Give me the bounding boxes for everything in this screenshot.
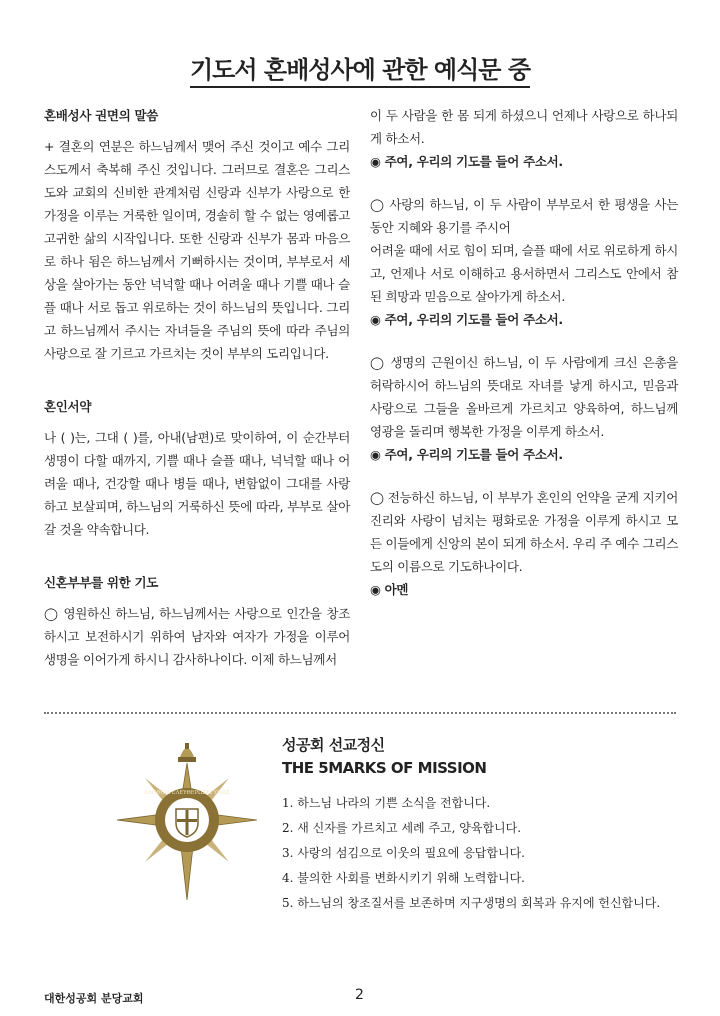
compass-rose-emblem [112, 735, 262, 905]
list-item: 3. 사랑의 섬김으로 이웃의 필요에 응답합니다. [282, 846, 525, 860]
prayer-3: ◯ 생명의 근원이신 하느님, 이 두 사람에게 크신 은총을 허락하시어 하느님의 뜻대로 자녀를 낳게 하시고, 믿음과 사랑으로 그들을 올바르게 가르치고 양육하여, 하느님께 영광을 돌리며 행복한 가정을 이루게 하소서. [370, 355, 678, 439]
page-number: 2 [355, 987, 364, 1003]
shield-cross-icon [176, 809, 198, 837]
right-column [370, 104, 678, 601]
vows-text: 나 ( )는, 그대 ( )를, 아내(남편)로 맞이하여, 이 순간부터 생명이 다할 때까지, 기쁠 때나 슬플 때나, 넉넉할 때나 어려울 때나, 건강할 때나 병들 때나, 변함없이 그대를 사랑하고 보살피며, 하느님의 거룩하신 뜻에 따라, 부부로 살아 갈 것을 약속합니다. [44, 430, 350, 537]
section-heading-prayer: 신혼부부를 위한 기도 [44, 575, 159, 590]
section-heading-vows: 혼인서약 [44, 399, 92, 414]
prayer-continued: 이 두 사람을 한 몸 되게 하셨으니 언제나 사랑으로 하나되게 하소서. [370, 108, 678, 146]
mission-heading-ko: 성공회 선교정신 [282, 736, 385, 754]
page-title [0, 50, 720, 85]
mission-heading-en: THE 5MARKS OF MISSION [282, 759, 487, 777]
list-item: 2. 새 신자를 가르치고 세례 주고, 양육합니다. [282, 821, 522, 835]
five-marks-section [282, 734, 660, 916]
prayer-4: ◯ 전능하신 하느님, 이 부부가 혼인의 언약을 굳게 지키어 진리와 사랑이 넘치는 평화로운 가정을 이루게 하시고 모든 이들에게 신앙의 본이 되게 하소서. 우리 주 예수 그리스도의 이름으로 기도하나이다. [370, 490, 678, 574]
response-2: ◉ 주여, 우리의 기도를 들어 주소서. [370, 312, 563, 327]
mitre-icon [178, 743, 196, 762]
mission-list [282, 791, 660, 916]
list-item: 4. 불의한 사회를 변화시키기 위해 노력합니다. [282, 871, 525, 885]
prayer-text: ◯ 영원하신 하느님, 하느님께서는 사랑으로 인간을 창조하시고 보전하시기 위하여 남자와 여자가 가정을 이루어 생명을 이어가게 하시니 감사하나이다. 이제 하느님께서 [44, 606, 350, 667]
list-item: 1. 하느님 나라의 기쁜 소식을 전합니다. [282, 796, 491, 810]
response-3: ◉ 주여, 우리의 기도를 들어 주소서. [370, 447, 563, 462]
exhortation-text: + 결혼의 연분은 하느님께서 맺어 주신 것이고 예수 그리스도께서 축복해 주신 것입니다. 그러므로 결혼은 그리스도와 교회의 신비한 관계처럼 신랑과 신부가 사랑으로 한 가정을 이루는 거룩한 일이며, 경솔히 할 수 없는 영예롭고 고귀한 삶의 시작입니다. 또한 신랑과 신부가 몸과 마음으로 하나 됨은 하느님께서 기뻐하시는 것이며, 부부로서 세상을 살아가는 동안 넉넉할 때나 어려울 때나 기쁠 때나 슬플 때나 서로 돕고 위로하는 것이 하느님의 뜻입니다. 그리고 하느님께서 주시는 자녀들을 주님의 뜻에 따라 주님의 사랑으로 잘 기르고 가르치는 것이 부부의 도리입니다. [44, 139, 350, 361]
response-amen: ◉ 아멘 [370, 582, 409, 597]
dotted-divider [44, 712, 676, 714]
footer-church-name: 대한성공회 분당교회 [44, 992, 144, 1005]
page-title-text: 기도서 혼배성사에 관한 예식문 중 [190, 56, 530, 88]
prayer-2-body: 어려울 때에 서로 힘이 되며, 슬플 때에 서로 위로하게 하시고, 언제나 서로 이해하고 용서하면서 그리스도 안에서 참된 희망과 믿음으로 살아가게 하소서. [370, 243, 678, 304]
section-heading-exhortation: 혼배성사 권면의 말씀 [44, 108, 159, 123]
response-1: ◉ 주여, 우리의 기도를 들어 주소서. [370, 154, 563, 169]
list-item: 5. 하느님의 창조질서를 보존하며 지구생명의 회복과 유지에 헌신합니다. [282, 896, 661, 910]
left-column [44, 104, 350, 671]
emblem-motto: ΑΛΗΘΕΙΑ ΕΛΕΥΘΕΡΩΣΕΙ ΥΜΑΣ [144, 790, 230, 796]
prayer-2-intro: ◯ 사랑의 하느님, 이 두 사람이 부부로서 한 평생을 사는 동안 지혜와 용기를 주시어 [370, 197, 678, 235]
